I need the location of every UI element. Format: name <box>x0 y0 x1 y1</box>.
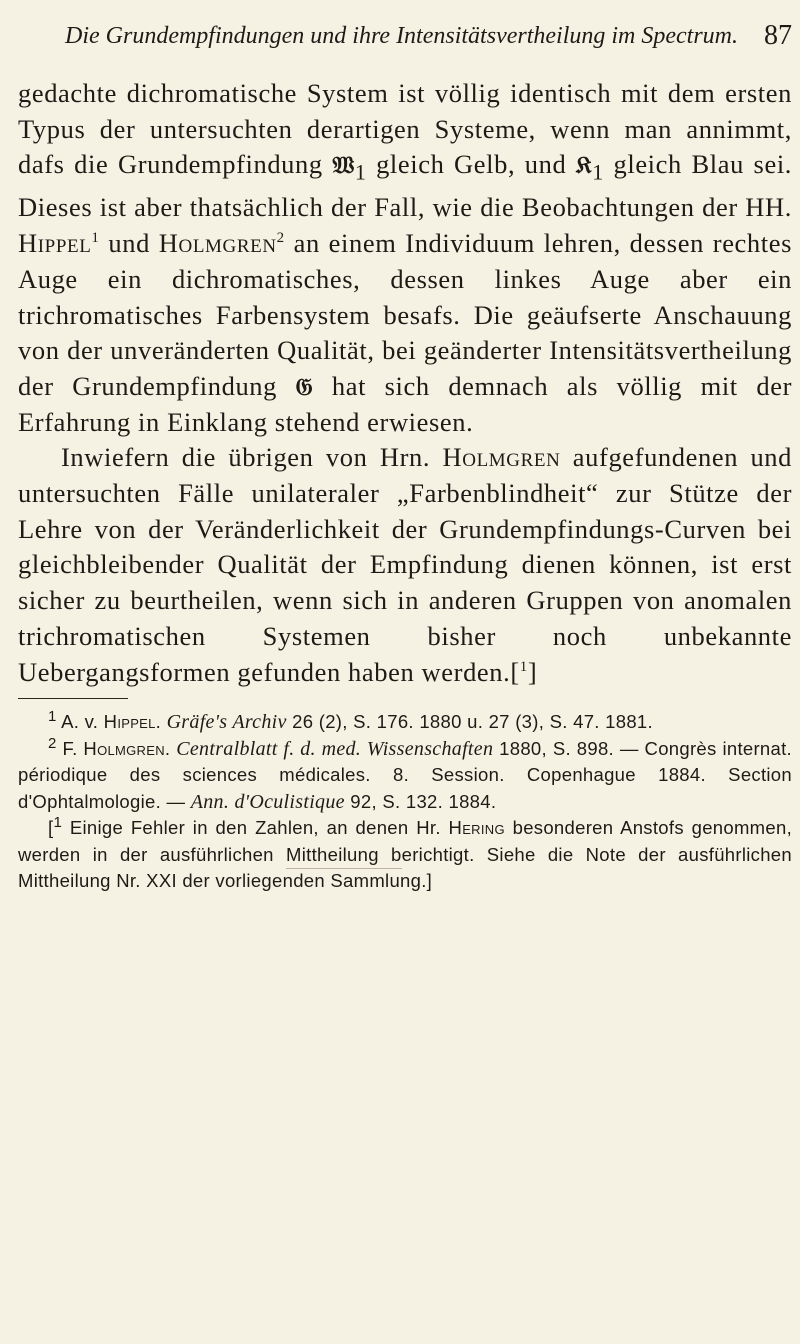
footnote-3 <box>18 815 792 895</box>
symbol-w: 𝔚 <box>332 150 355 180</box>
footnote-mark: 1 <box>48 708 57 726</box>
footnote-ref[interactable]: 1 <box>519 658 528 675</box>
footnotes <box>18 709 792 895</box>
symbol-g: 𝔊 <box>295 371 314 401</box>
main-text <box>18 76 792 690</box>
text-run: 26 (2), S. 176. 1880 u. 27 (3), S. 47. 1881. <box>286 711 653 733</box>
author-name: Hering <box>448 817 505 839</box>
subscript: 1 <box>354 159 367 185</box>
footnote-ref[interactable]: 2 <box>276 230 285 247</box>
text-run: aufgefundenen und untersuchten Fälle unilateraler „Farbenblindheit“ zur Stütze der Lehre von der Veränderlichkeit der Grundempfindungs-Curven bei gleichbleibender Qualität der Empfindung dienen können, ist erst sicher zu beurtheilen, wenn sich in anderen Gruppen von anomalen trichromatischen Systemen bisher noch unbekannte Uebergangsformen gefunden haben werden.[ <box>18 442 793 687</box>
journal-title: Centralblatt f. d. med. Wissenschaften <box>176 737 494 760</box>
text-run: gleich Blau sei. Dieses ist aber thatsächlich der Fall, wie die Beobachtungen der HH. <box>18 149 793 223</box>
text-run: Einige Fehler in den Zahlen, an denen Hr. <box>62 817 449 839</box>
text-run: 92, S. 132. 1884. <box>344 790 497 812</box>
bracket: [ <box>48 817 54 839</box>
running-header <box>18 16 792 56</box>
subscript: 1 <box>592 159 604 185</box>
text-run: F. <box>56 737 84 759</box>
text-run: . <box>155 711 167 733</box>
paragraph-2 <box>18 440 792 690</box>
footnote-ref[interactable]: 1 <box>91 230 100 247</box>
text-run: und <box>99 228 159 259</box>
running-title: Die Grundempfindungen und ihre Intensitätsvertheilung im Spectrum. <box>65 23 739 49</box>
journal-title: Gräfe's Archiv <box>166 711 287 734</box>
footnote-mark: 1 <box>53 814 63 832</box>
text-run: Inwiefern die übrigen von Hrn. <box>61 442 443 473</box>
footnote-mark: 2 <box>48 734 57 752</box>
author-name: Hippel <box>103 711 156 733</box>
text-run: gedachte dichromatische System ist völlig identisch mit dem ersten Typus der untersuchten derartigen Systeme, wenn man annimmt, dafs die Grundempfindung <box>18 78 792 180</box>
author-name: Hippel <box>18 228 92 259</box>
text-run: A. v. <box>56 711 104 733</box>
page-content <box>18 16 792 895</box>
footnote-1 <box>18 709 792 736</box>
author-name: Holmgren <box>442 442 561 473</box>
author-name: Holmgren <box>83 737 165 759</box>
text-run: 1880, S. 898. — Congrès internat. périodique des sciences médicales. 8. Session. Copenhague 1884. Section d'Ophtalmologie. — <box>18 737 792 812</box>
footnote-rule <box>18 698 128 699</box>
text-run: an einem Individuum lehren, dessen rechtes Auge ein dichromatisches, dessen linkes Auge aber ein trichromatisches Farbensystem besafs. Die geäufserte Anschauung von der unveränderten Qualität, bei geänderter Intensitätsvertheilung der Grundempfindung <box>18 228 793 401</box>
journal-title: Ann. d'Oculistique <box>190 790 345 813</box>
text-run: . <box>164 737 177 759</box>
author-name: Holmgren <box>158 228 277 259</box>
text-run: gleich Gelb, und <box>366 149 576 180</box>
paragraph-1 <box>18 76 792 440</box>
text-run: ] <box>527 656 538 687</box>
text-run: besonderen Anstofs genommen, werden in der ausführlichen Mittheilung berichtigt. Siehe die Note der ausführlichen Mittheilung Nr. XXI der vorliegenden Sammlung.] <box>18 817 793 892</box>
page-number: 87 <box>764 20 792 51</box>
text-run: hat sich demnach als völlig mit der Erfahrung in Einklang stehend erwiesen. <box>18 370 792 437</box>
scan-mark <box>286 868 402 869</box>
footnote-2 <box>18 736 792 816</box>
symbol-k: 𝔎 <box>575 150 593 180</box>
